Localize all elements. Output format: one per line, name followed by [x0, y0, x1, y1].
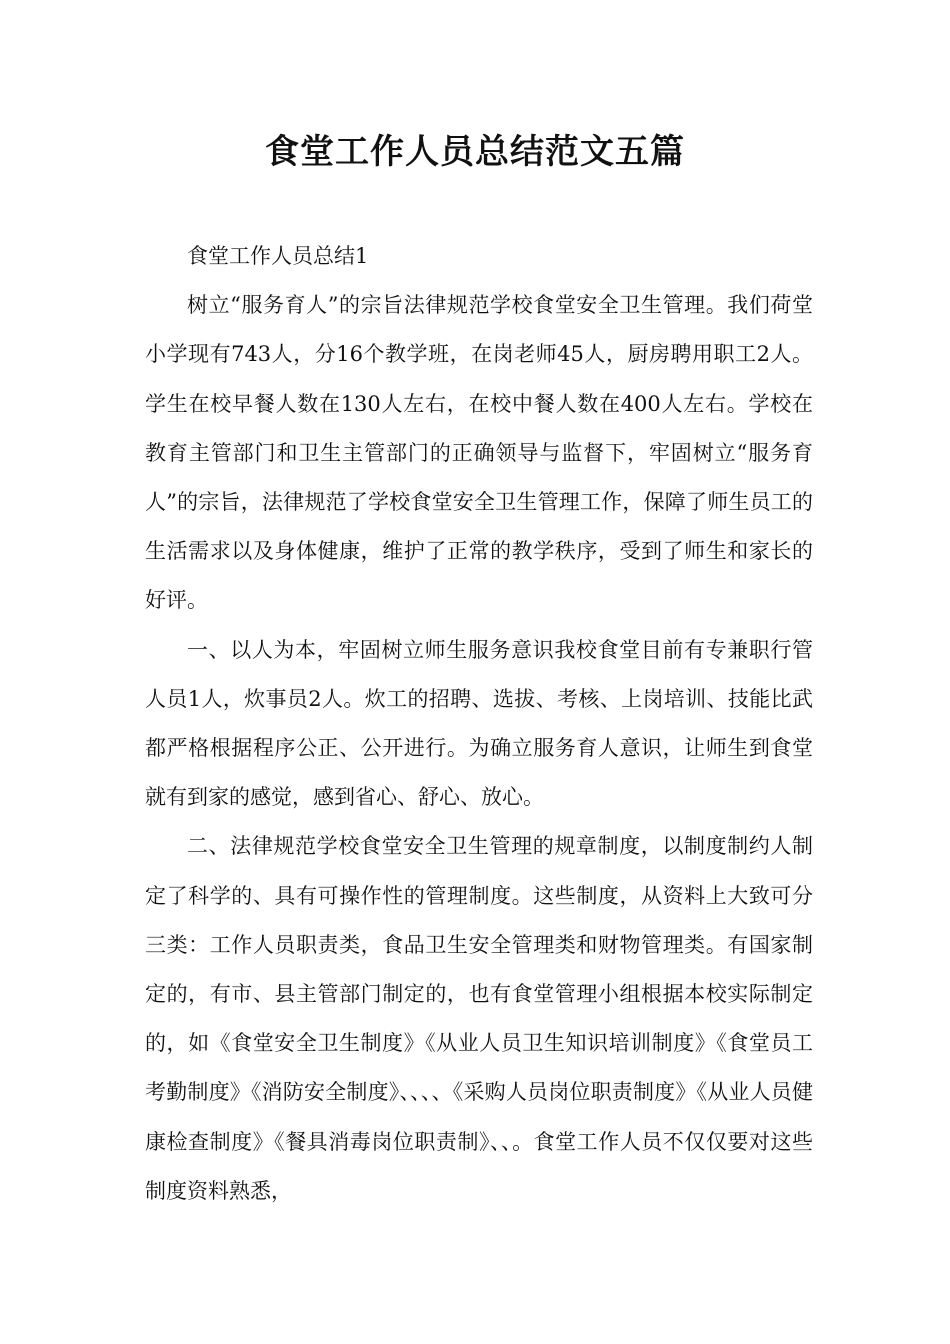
paragraph-intro: 树立“服务育人”的宗旨法律规范学校食堂安全卫生管理。我们荷堂小学现有743人，分16个教学班，在岗老师45人，厨房聘用职工2人。学生在校早餐人数在130人左右，在校中餐人数在400人左右。学校在教育主管部门和卫生主管部门的正确领导与监督下，牢固树立“服务育人”的宗旨，法律规范了学校食堂安全卫生管理工作，保障了师生员工的生活需求以及身体健康，维护了正常的教学秩序，受到了师生和家长的好评。: [145, 293, 813, 613]
document-body: [145, 232, 813, 1216]
paragraph-regulations: 二、法律规范学校食堂安全卫生管理的规章制度，以制度制约人制定了科学的、具有可操作性的管理制度。这些制度，从资料上大致可分三类：工作人员职责类，食品卫生安全管理类和财物管理类。有国家制定的，有市、县主管部门制定的，也有食堂管理小组根据本校实际制定的，如《食堂安全卫生制度》《从业人员卫生知识培训制度》《食堂员工考勤制度》《消防安全制度》、、、、《采购人员岗位职责制度》《从业人员健康检查制度》《餐具消毒岗位职责制》、、。食堂工作人员不仅仅要对这些制度资料熟悉，: [145, 834, 813, 1203]
paragraph-people-oriented: 一、以人为本，牢固树立师生服务意识我校食堂目前有专兼职行管人员1人，炊事员2人。炊工的招聘、选拔、考核、上岗培训、技能比武都严格根据程序公正、公开进行。为确立服务育人意识，让师生到食堂就有到家的感觉，感到省心、舒心、放心。: [145, 637, 813, 810]
document-title: 食堂工作人员总结范文五篇: [265, 132, 685, 172]
section-heading: 食堂工作人员总结1: [187, 244, 369, 268]
